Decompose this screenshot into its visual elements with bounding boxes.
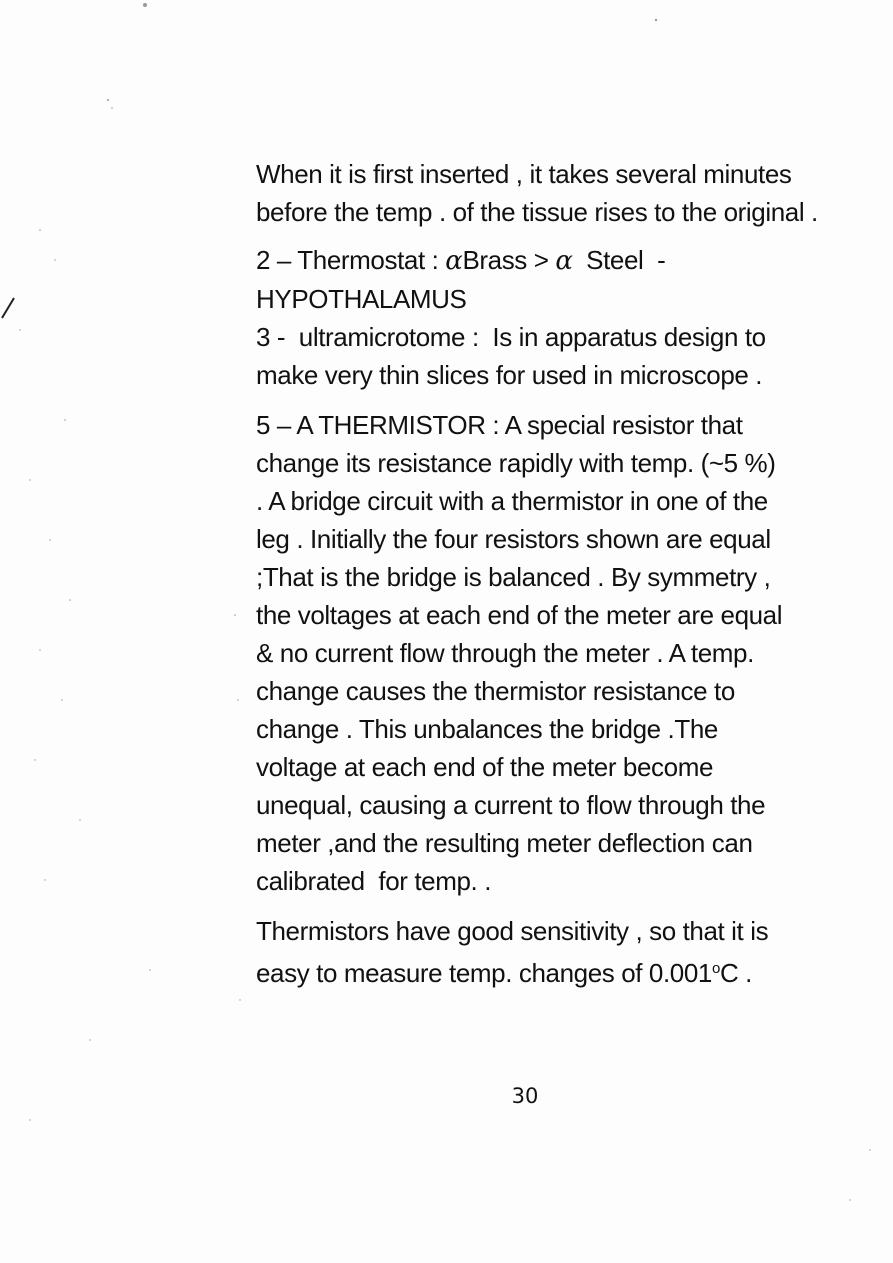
degree-symbol: o [711,960,720,977]
text-line: unequal, causing a current to flow through the [256,790,766,820]
text-line: calibrated for temp. . [256,866,492,896]
text-line: . A bridge circuit with a thermistor in one of the [256,486,768,516]
page-body [256,155,818,992]
text-line: make very thin slices for used in microscope . [256,360,763,390]
text-line: 3 - ultramicrotome : Is in apparatus design to [256,322,766,352]
thermostat-line [256,241,796,280]
text-line: leg . Initially the four resistors shown are equal [256,524,771,554]
text-line: change . This unbalances the bridge .The [256,714,718,744]
text-line: When it is first inserted , it takes several minutes [256,159,792,189]
paragraph-sensitivity [256,912,796,992]
alpha-symbol: α [555,246,573,276]
page-number: 30 [511,1084,539,1108]
paragraph-insertion-note [256,155,818,231]
text-line: meter ,and the resulting meter deflection can [256,828,753,858]
paragraph-thermistor [256,406,796,900]
text-line: voltage at each end of the meter become [256,752,714,782]
text-line: before the temp . of the tissue rises to the original . [256,197,818,227]
text-line: the voltages at each end of the meter are equal [256,600,783,630]
paragraph-thermostat [256,241,796,318]
thermostat-prefix: 2 – Thermostat : [256,245,446,275]
text-line: HYPOTHALAMUS [256,284,467,314]
thermostat-middle: Brass > [462,245,556,275]
text-line: Thermistors have good sensitivity , so that it is [256,916,769,946]
text-line: 5 – A THERMISTOR : A special resistor that [256,410,743,440]
sensitivity-suffix: C . [719,958,752,988]
text-line: change causes the thermistor resistance to [256,676,735,706]
thermostat-suffix: Steel - [572,245,666,275]
alpha-symbol: α [445,246,463,276]
text-line: ;That is the bridge is balanced . By symmetry , [256,562,771,592]
text-line: & no current flow through the meter . A temp. [256,638,754,668]
sensitivity-line [256,950,796,992]
sensitivity-prefix: easy to measure temp. changes of 0.001 [256,958,712,988]
paragraph-ultramicrotome [256,318,796,394]
text-line: change its resistance rapidly with temp. (~5 %) [256,448,776,478]
